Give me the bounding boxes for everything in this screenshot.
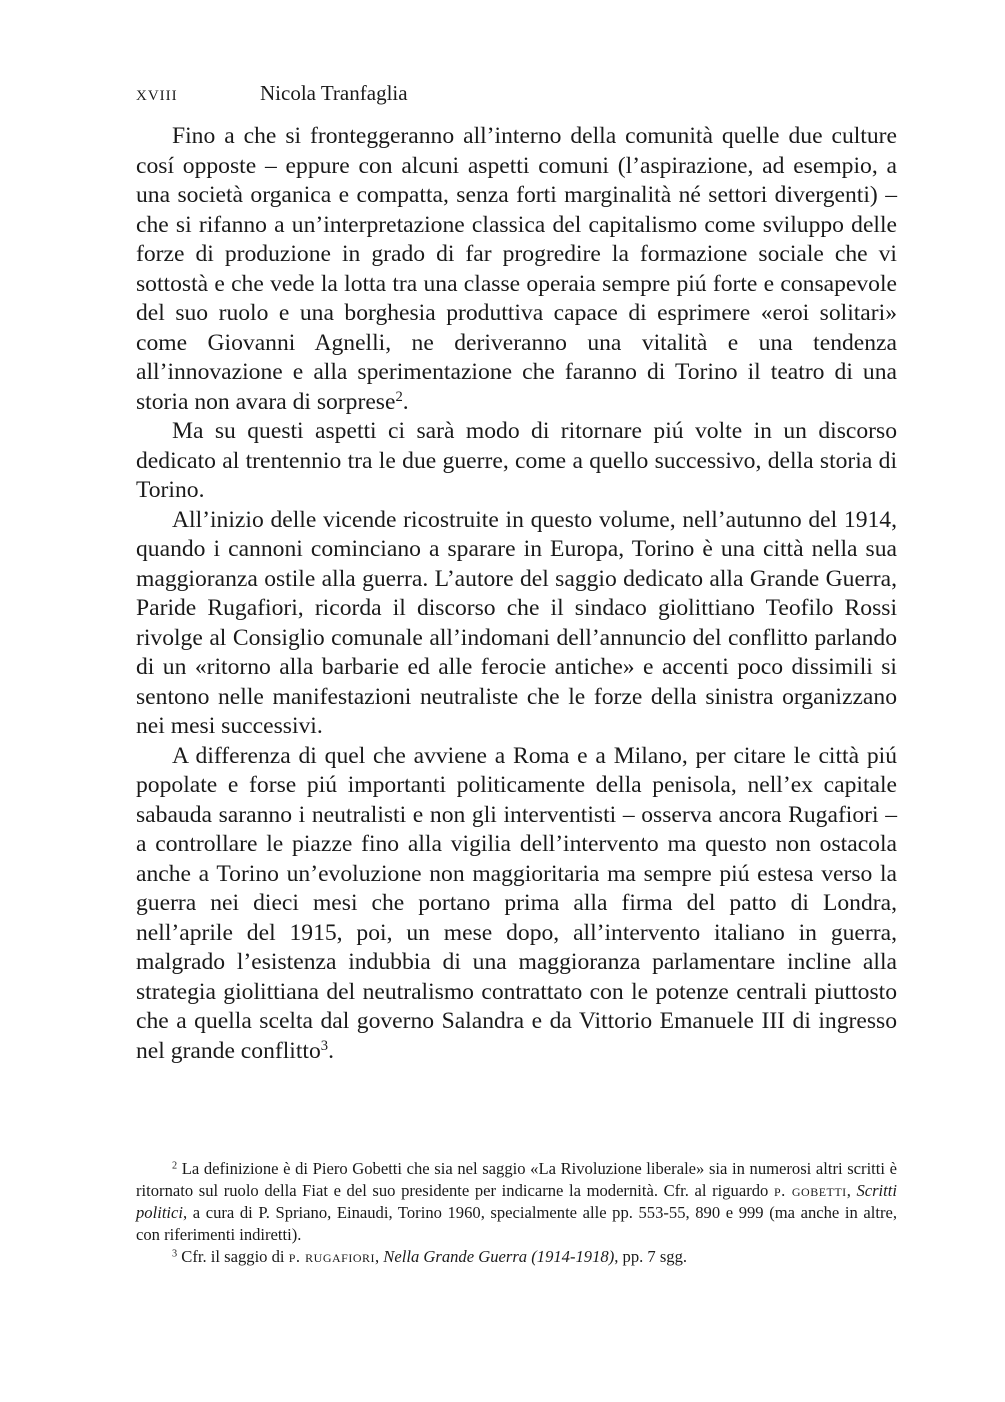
- cited-title: Scritti politici: [136, 1181, 897, 1222]
- cited-title-years: (1914-1918): [531, 1247, 615, 1266]
- paragraph-text: A differenza di quel che avviene a Roma e a Milano, per citare le città piú popolate e forse piú importanti politicamente della penisola, nell’ex capitale sabauda saranno i neutralisti e non gli interventisti – osserva ancora Rugafiori – a controllare le piazze fino alla vigilia dell’intervento ma questo non ostacola anche a Torino un’evoluzione non maggioritaria ma sempre piú estesa verso la guerra nei dieci mesi che portano prima alla firma del patto di Londra, nell’aprile del 1915, poi, un mese dopo, all’intervento italiano in guerra, malgrado l’esistenza indubbia di una maggioranza parlamentare incline alla strategia giolittiana del neutralismo contrattato con le potenze centrali piuttosto che a quella scelta dal governo Salandra e da Vittorio Emanuele III di ingresso nel grande conflitto: [136, 742, 897, 1064]
- footnote-reference: 3: [320, 1037, 329, 1054]
- cited-author: p. gobetti: [773, 1181, 847, 1200]
- footnote-mark: 3: [172, 1248, 178, 1260]
- paragraph-text: All’inizio delle vicende ricostruite in questo volume, nell’autunno del 1914, quando i cannoni cominciano a sparare in Europa, Torino è una città nella sua maggioranza ostile alla guerra. L’autore del saggio dedicato alla Grande Guerra, Paride Rugafiori, ricorda il discorso che il sindaco giolittiano Teofilo Rossi rivolge al Consiglio comunale all’indomani dell’annuncio del conflitto parlando di un «ritorno alla barbarie ed alle ferocie antiche» e accenti poco dissimili si sentono nelle manifestazioni neutraliste che le forze della sinistra organizzano nei mesi successivi.: [136, 506, 897, 739]
- paragraph-text: Ma su questi aspetti ci sarà modo di ritornare piú volte in un discorso dedicato al trentennio tra le due guerre, come a quello successivo, della storia di Torino.: [136, 418, 897, 503]
- footnote-text: , pp. 7 sgg.: [614, 1247, 688, 1266]
- paragraph: [136, 742, 897, 1067]
- paragraph: [136, 506, 897, 742]
- paragraph-punctuation: .: [402, 388, 409, 415]
- body-text: [136, 122, 897, 1066]
- footnote: $^2$ La definizione è di Piero Gobetti che sia nel saggio «La Rivoluzione liberale» sia in numerosi altri scritti è ritornato sul ruolo della Fiat e del suo presidente per indicarne la modernità. Cfr. al riguardo p. gobetti, Scritti politici, a cura di P. Spriano, Einaudi, Torino 1960, specialmente alle pp. 553-55, 890 e 999 (ma anche in altre, con riferimenti indiretti).: [136, 1159, 897, 1244]
- footnote-reference: 2: [395, 388, 403, 405]
- footnote: $^3$ Cfr. il saggio di p. rugafiori, Nella Grande Guerra (1914-1918), pp. 7 sgg.: [172, 1247, 688, 1266]
- cited-title: Nella Grande Guerra: [383, 1247, 528, 1266]
- cited-author: p. rugafiori: [288, 1247, 375, 1266]
- paragraph: [136, 417, 897, 506]
- paragraph-text: Fino a che si fronteggeranno all’interno della comunità quelle due culture cosí opposte – eppure con alcuni aspetti comuni (l’aspirazione, ad esempio, a una società organica e compatta, senza forti marginalità né settori divergenti) – che si rifanno a un’interpretazione classica del capitalismo come sviluppo delle forze di produzione in grado di far progredire la formazione sociale che vi sottostà e che vede la lotta tra una classe operaia sempre piú forte e consapevole del suo ruolo e una borghesia produttiva capace di esprimere «eroi solitari» come Giovanni Agnelli, ne deriveranno una vitalità e una tendenza all’innovazione e alla sperimentazione che faranno di Torino il teatro di una storia non avara di sorprese: [136, 123, 897, 415]
- paragraph-punctuation: .: [328, 1037, 334, 1064]
- paragraph: [136, 122, 897, 417]
- running-head-author: Nicola Tranfaglia: [260, 81, 408, 105]
- footnote-text: , a cura di P. Spriano, Einaudi, Torino 1960, specialmente alle pp. 553-55, 890 e 999 (ma anche in altre, con riferimenti indiretti).: [136, 1203, 897, 1244]
- footnote-text: Cfr. il saggio di: [177, 1247, 289, 1266]
- page-number: xviii: [136, 81, 178, 105]
- footnote-mark: 2: [172, 1160, 178, 1172]
- running-header: [136, 80, 897, 106]
- footnotes: [136, 1158, 897, 1268]
- footnote-text: La definizione è di Piero Gobetti che sia nel saggio «La Rivoluzione liberale» sia in numerosi altri scritti è ritornato sul ruolo della Fiat e del suo presidente per indicarne la modernità. Cfr. al riguardo: [136, 1159, 897, 1200]
